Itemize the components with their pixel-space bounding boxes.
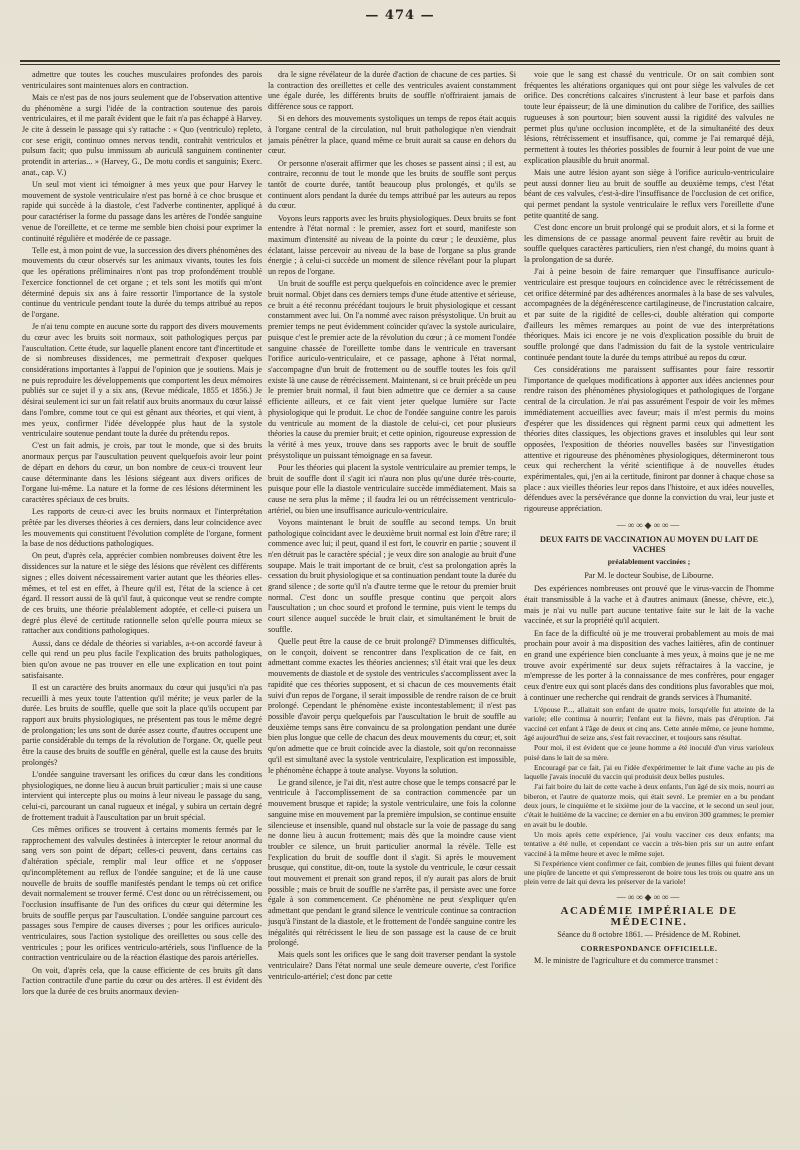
paragraph: Si en dehors des mouvements systoliques un temps de repos était acquis à l'organe central de la circulation, nul bruit pathologique n'en viendrait jamais pénétrer la place, quand même ce bruit aurait sa cause en dehors du cœur. <box>268 114 516 156</box>
paragraph: C'est un fait admis, je crois, par tout le monde, que si des bruits anormaux perçus par l'auscultation peuvent quelquefois avoir leur point de départ en dehors du cœur, un bon nombre de ceux-ci trouvent leur cause déterminante dans les lésions siégeant aux divers orifices de l'organe lui-même. La nature et la forme de ces lésions déterminent les caractères spéciaux de ces bruits. <box>22 441 262 504</box>
academie-title: ACADÉMIE IMPÉRIALE DE MÉDECINE. <box>560 905 738 929</box>
paragraph: On voit, d'après cela, que la cause efficiente de ces bruits gît dans l'action contractile d'une partie du cœur ou des artères. Il est évident dès lors que la durée de ces bruits anormaux devien- <box>22 965 262 997</box>
paragraph: Un seul mot vient ici témoigner à mes yeux que pour Harvey le mouvement de systole ventriculaire n'est pas borné à ce choc brusque et rapide qui succède à la diastole, c'est l'adverbe continenter, appliqué à pour caractériser la forme du passage dans les artères de l'ondée sanguine venue de l'oreillette, et ce terme me semble bien choisi pour exprimer la continuité régulière et modérée de ce passage. <box>22 180 262 243</box>
page-header <box>20 8 780 58</box>
section-byline: Par M. le docteur Soubise, de Libourne. <box>584 570 714 580</box>
section-subtitle: préalablement vaccinées ; <box>607 556 691 566</box>
paragraph: On peut, d'après cela, apprécier combien nombreuses doivent être les dissidences sur la nature et le siège des lésions que révèlent ces différents signes ; elles doivent nécessairement varier autant que les théories elles-mêmes, et tel est en effet, à l'heure qu'il est, l'état de la science à cet égard. Il ressort aussi de là qu'il faut, à quiconque veut se rendre compte de ces bruits, une théorie préalablement adoptée, et celle-ci puisera un degré plus élevé de certitude rationnelle selon qu'elle pourra mieux se rattacher aux conditions pathologiques. <box>22 551 262 636</box>
paragraph: Des expériences nombreuses ont prouvé que le virus-vaccin de l'homme était transmissible à la vache et à d'autres animaux (ânesse, chèvre, etc.), mais je n'ai vu nulle part aucune tentative faite sur le lait de la vache vaccinée, et sur la propriété qu'il acquiert. <box>524 584 774 626</box>
paragraph: Un bruit de souffle est perçu quelquefois en coïncidence avec le premier bruit normal. Objet dans ces derniers temps d'une étude attentive et sérieuse, ce bruit a été reconnu précédant toujours le bruit physiologique et cessant constamment avec lui. On l'a nommé avec raison présystolique. Un bruit au premier temps ne peut évidemment coïncider qu'avec la systole auriculaire, puisque c'est le premier acte de la révolution du cœur ; à ce moment l'ondée sanguine chassée de l'oreillette tombe dans le ventricule en traversant l'orifice auriculo-ventriculaire, et ce passage, aphone à l'état normal, s'accompagne d'un bruit de frottement ou de souffle toutes les fois qu'il existe là une cause de rétrécissement. Maintenant, si ce bruit précède un peu le premier bruit normal, il faut bien admettre que ce dernier a sa cause efficiente ailleurs, et ce fait vient jeter quelque lumière sur l'acte physiologique qui le produit. Le choc de l'ondée sanguine contre les parois du ventricule au moment de la diastole de celui-ci, cet pour plusieurs théories la cause du premier bruit; et cette opinion, rigoureuse expression de la vérité à mes yeux, trouve dans ses rapports avec le bruit de souffle présystolique un puissant témoignage en sa faveur. <box>268 279 516 460</box>
small-paragraph: J'ai fait boire du lait de cette vache à deux enfants, l'un âgé de six mois, nourri au biberon, et l'autre de quatorze mois, qui était sevré. Le premier en a bu pendant deux jours, le cinquième et le sixième jour de la vaccine, et le second un seul jour, c'était le huitième de la vaccine; ce dernier en a bu environ 300 grammes; le premier en avait bu le double. <box>524 782 774 829</box>
section-title: DEUX FAITS DE VACCINATION AU MOYEN DU LAIT DE VACHES <box>539 534 759 555</box>
paragraph: Voyons leurs rapports avec les bruits physiologiques. Deux bruits se font entendre à l'état normal : le premier, assez fort et sourd, manifeste son maximum d'intensité au niveau de la pointe du cœur ; le deuxième, plus éclatant, laisse percevoir au niveau de la base de l'organe sa plus grande énergie ; à celui-ci succède un moment de silence révélant pour la plupart un repos de l'organe. <box>268 213 516 277</box>
page-number: — 474 — <box>365 8 435 23</box>
paragraph: Il est un caractère des bruits anormaux du cœur qui jusqu'ici n'a pas recueilli à mes yeux toute l'attention qu'il mérite; je veux parler de la durée. Les bruits de souffle, quelle que soit la place qu'ils occupent par rapport aux bruits physiologiques, ne présentent pas tous le même degré de prolongation; les uns sont de durée assez courte, d'autres occupent une partie considérable du temps de la révolution de l'organe. Or, quelle peut être la cause des bruits de souffle en général, quelle est la cause des bruits prolongés? <box>22 682 262 767</box>
paragraph: Le grand silence, je l'ai dit, n'est autre chose que le temps consacré par le ventricule à l'accomplissement de sa contraction commencée par un mouvement brusque et rapide; la systole ventriculaire, une fois la colonne sanguine mise en mouvement par la première impulsion, se continue ensuite silencieuse et insensible, quand nul obstacle sur la voie de passage du sang ne donne lieu à aucun frottement; mais dès que la moindre cause vient troubler ce silence, un bruit particulier anormal la révèle. Telle est l'explication du bruit de souffle dont il s'agit. Si après le mouvement brusque, qui constitue, dit-on, toute la systole du ventricule, le cœur cessait tout mouvement et prenait son grand repos, il n'y aurait pas alors de bruit possible ; mais ce bruit de souffle ne s'arrête pas, il persiste avec une force égale à son commencement. Ce phénomène ne peut s'expliquer qu'en admettant que pendant le grand silence le ventricule continue sa contraction jusqu'à l'instant de la diastole, et le frottement de l'ondée sanguine contre les inégalités qui rétrécissent le lieu de son passage est la cause de ce bruit prolongé. <box>268 777 516 948</box>
header-rule-thick <box>20 60 780 62</box>
paragraph: L'ondée sanguine traversant les orifices du cœur dans les conditions physiologiques, ne donne lieu à aucun bruit particulier ; mais si une cause intervient qui intercepte plus ou moins à leur niveau le passage du sang, celui-ci, parcourant un canal rugueux et inégal, y subira un certain degré de frottement traduit à l'auscultation par un bruit spécial. <box>22 770 262 822</box>
paragraph: dra le signe révélateur de la durée d'action de chacune de ces parties. Si la contraction des oreillettes et celle des ventricules avaient constamment une égale durée, les différents bruits de souffle n'offriraient jamais de différence sous ce rapport. <box>268 70 516 112</box>
paragraph: admettre que toutes les couches musculaires profondes des parois ventriculaires sont maintenues alors en contraction. <box>22 70 262 90</box>
small-paragraph: Si l'expérience vient confirmer ce fait, combien de jeunes filles qui fuient devant une piqûre de lancette et qui s'empresseront de boire tous les trois ou quatre ans un plein verre de lait qui devra les préserver de la variole! <box>524 858 774 887</box>
paragraph: Je n'ai tenu compte en aucune sorte du rapport des divers mouvements du cœur avec les bruits soit normaux, soit pathologiques perçus par l'auscultation. Cette étude, sur laquelle planent encore tant d'incertitude et de si nombreuses dissidences, me permettrait d'exposer quelques considérations importantes à l'appui de l'opinion que je soutiens. Mais je ne puis reproduire les développements que comportent les deux mémoires publiés sur ce sujet il y a six ans, (Revue médicale, 1855 et 1856.) Je désirai seulement ici sur un fait relatif aux bruits anormaux du cœur laissé dans l'ombre, comme tout ce qui est gênant aux théories, et qui vient, à mes yeux, confirmer l'idée développée plus haut de la systole ventriculaire soutenue pendant toute la durée du prétendu repos. <box>22 322 262 439</box>
paragraph: En face de la difficulté où je me trouverai probablement au mois de mai prochain pour avoir à ma disposition des vaches laitières, afin de continuer en grand une expérience bien concluante à mes yeux, à moins que je ne me trouve avoir expérimenté sur deux sujets réfractaires à la vaccine, je m'empresse de les porter à la connaissance de mes confrères, pour engager ceux d'entre eux qui sont placés dans des conditions plus favorables que moi, à continuer une recherche qui rendrait de grands services à l'humanité. <box>524 628 774 702</box>
paragraph: Voyons maintenant le bruit de souffle au second temps. Un bruit pathologique coïncidant avec le deuxième bruit normal est loin d'être rare; il commence avec lui; il peut, quand il est fort, le couvrir en partie ; souvent il n'en détruit pas le caractère spécial ; je veux dire son analogie au bruit d'une soupape. Mais le trait important de ce bruit, c'est sa prolongation après la cessation du bruit physiologique et sa continuation pendant toute la durée du grand silence ; de sorte qu'il n'a d'autre terme que le retour du premier bruit normal. C'est donc un souffle presque continu que perçoit alors l'auscultation ; un choc sourd et profond le termine, puis vient le temps du court silence auquel succède le bruit clair, et simultanément le bruit de souffle. <box>268 517 516 634</box>
section-ornament-2: —∞∞◆∞∞— <box>616 891 682 902</box>
paragraph: Pour les théories qui placent la systole ventriculaire au premier temps, le bruit de souffle dont il s'agit ici n'aura non plus qu'une durée très-courte, puisque pour elle la diastole ventriculaire succède immédiatement. Mais sa cause ne sera plus la même ; il faudra lei ou un rétrécissement ventriculo-artériel, ou bien une insuffisance auriculo-ventriculaire. <box>268 462 516 515</box>
column-right <box>524 70 774 1140</box>
seance-line: Séance du 8 octobre 1861. — Présidence de M. Robinet. <box>557 929 741 939</box>
paragraph: Aussi, dans ce dédale de théories si variables, a-t-on accordé faveur à celle qui rend un peu plus facile l'explication des bruits pathologiques, bien qu'on avoue ne pas trouver en elle une explication en tout point satisfaisante. <box>22 638 262 680</box>
header-rule-thin <box>20 64 780 65</box>
small-print-block <box>524 705 774 887</box>
paragraph: voie que le sang est chassé du ventricule. Or on sait combien sont fréquentes les altérations organiques qui ont pour siège les valvules de cet orifice. Des concrétions calcaires s'incrustent à leur base et parfois dans toute leur épaisseur; de là une diminution du calibre de l'orifice, des saillies rugueuses à son pourtour; bien souvent aussi la rigidité des valvules ne permet plus qu'une occlusion incomplète, et de la simultanéité des deux lésions, rétrécissement et insuffisance, qui, comme je l'ai remarqué déjà, permettent à toutes les théories possibles de fournir à leur point de vue une explication plausible du bruit anormal. <box>524 70 774 165</box>
paragraph: M. le ministre de l'agriculture et du commerce transmet : <box>534 956 718 966</box>
small-paragraph: Encouragé par ce fait, j'ai eu l'idée d'expérimenter le lait d'une vache au pis de laquelle j'avais inoculé du vaccin qui produisit deux belles pustules. <box>524 762 774 782</box>
small-paragraph: Pour moi, il est évident que ce jeune homme a été inoculé d'un virus varioleux puisé dans le lait de sa mère. <box>524 743 774 762</box>
correspondance-title: CORRESPONDANCE OFFICIELLE. <box>580 943 718 953</box>
paragraph: Les rapports de ceux-ci avec les bruits normaux et l'interprétation prêtée par les diverses théories à ces derniers, dans leur coïncidence avec les mouvements qui constituent l'évolution complète de l'organe, forment la base de nos déductions pathologiques. <box>22 507 262 549</box>
section-ornament: —∞∞◆∞∞— <box>616 519 682 530</box>
small-paragraph: Un mois après cette expérience, j'ai voulu vacciner ces deux enfants; ma tentative a été nulle, et cependant ce vaccin a très-bien pris sur un autre enfant vacciné à la même heure et avec le même sujet. <box>524 829 774 858</box>
paragraph: Or personne n'oserait affirmer que les choses se passent ainsi ; il est, au contraire, reconnu de tout le monde que les bruits de souffle sont perçus tantôt de courte durée, tantôt beaucoup plus prolongés, et qu'ils se continuent alors pendant la durée du temps attribué par les auteurs au repos du cœur. <box>268 158 516 211</box>
column-middle <box>268 70 516 1140</box>
paragraph: Mais ce n'est pas de nos jours seulement que de l'observation attentive du phénomène a surgi l'idée de la contraction soutenue des parois ventriculaires, et il me paraît évident que le fait n'a pas échappé à Harvey. Je cite à dessein le passage qui s'y rattache : « Quo (ventriculo) repleto, cor sese erigit, continuo omnes nervos tendit, contrahit ventriculos et pulsum facit; quo pulsu immissum ab auriculâ sanguinem continenter protendit in arterias... » (Harvey, G., De motu cordis et sanguinis; Exerc. anat., cap. V.) <box>22 92 262 177</box>
paragraph: Telle est, à mon point de vue, la succession des divers phénomènes des mouvements du cœur observés sur les animaux vivants, toutes les fois que les opérations préliminaires n'ont pas trop profondément troublé l'exercice fonctionnel de cet organe ; et tels sont les motifs qui m'ont déterminé depuis six ans à faire ressortir l'importance de la systole continue du ventricule pendant toute la durée du temps attribué au repos de l'organe. <box>22 245 262 319</box>
column-left <box>22 70 262 1140</box>
paragraph: J'ai à peine besoin de faire remarquer que l'insuffisance auriculo-ventriculaire est presque toujours en coïncidence avec le rétrécissement de cet orifice déterminé par des adhérences anormales à la base de ses valvules, accompagnées de la dégénérescence cartilagineuse, de l'incrustation calcaire, et par suite de la rigidité de celles-ci, double altération qui comporte d'ailleurs les mêmes remarques au point de vue des interprétations théoriques. Mais ici encore je ne vois d'explication possible du bruit de souffle prolongé que dans l'admission du fait de la systole ventriculaire continuée pendant toute la durée du temps attribué au repos du cœur. <box>524 267 774 362</box>
small-paragraph: L'épouse P..., allaitait son enfant de quatre mois, lorsqu'elle fut atteinte de la variole; elle continua à nourrir; l'enfant eut la fièvre, mais pas d'éruption. J'ai vacciné cet enfant à l'âge de deux et cinq ans. Cette année même, ce jeune homme, âgé aujourd'hui de seize ans, s'est fait revacciner, et toujours sans résultat. <box>524 705 774 742</box>
paragraph: Mais quels sont les orifices que le sang doit traverser pendant la systole ventriculaire? Dans l'état normal une seule demeure ouverte, c'est l'orifice ventriculo-artériel; c'est donc par cette <box>268 950 516 981</box>
paragraph: C'est donc encore un bruit prolongé qui se produit alors, et si la forme et les dimensions de ce passage anormal peuvent faire revêtir au bruit de souffle quelques caractères particuliers, rien n'est changé, du moins quant à la prolongation de sa durée. <box>524 222 774 264</box>
paragraph: Ces mêmes orifices se trouvent à certains moments fermés par le rapprochement des valvules destinées à intercepter le retour anormal du sang vers son point de départ; celles-ci peuvent, dans certains cas d'altération spéciale, remplir mal leur office et ne s'opposer qu'incomplètement au reflux de l'ondée sanguine; et de là une cause nouvelle de bruits de souffle manifestés pendant le temps où cet orifice devait normalement se trouver fermé. C'est donc ou un rétrécissement, ou l'occlusion insuffisante de l'un des orifices du cœur qui détermine les bruits de souffle perçus par l'auscultation. L'ondée sanguine parcourt ces passages sous l'empire de causes diverses ; pour les orifices auriculo-ventriculaires, sous l'action systolique des oreillettes ou sous celle des ventricules ; pour les orifices ventriculo-artériels, sous l'influence de la contraction ventriculaire ou de la réaction élastique des parois artérielles. <box>22 825 262 963</box>
paragraph: Quelle peut être la cause de ce bruit prolongé? D'immenses difficultés, on le conçoit, doivent se rencontrer dans l'explication de ce fait, en admettant comme exactes les théories anciennes; s'il était vrai que les deux mouvements de diastole et de systole des ventricules s'accomplissent avec la rapidité que ces théories supposent, et si chacun de ces mouvements était suivi d'un repos de l'organe, il serait impossible de rendre raison de ce bruit prolongé. Cependant le phénomène existe incontestablement; il n'est pas possible d'avoir perçu quelquefois par l'auscultation le bruit de souffle au deuxième temps sans être convaincu de sa prolongation pendant une durée bien plus longue que celle de chacun des deux mouvements du cœur; et, soit qu'on admette que ce bruit coïncide avec la diastole, soit qu'on reconnaisse qu'il est simultané avec la systole ventriculaire, l'explication est impossible, le phénomène échappe à toute analyse. Voyons la solution. <box>268 637 516 775</box>
paragraph: Ces considérations me paraissent suffisantes pour faire ressortir l'importance de quelques modifications à apporter aux idées anciennes pour rendre raison des phénomènes physiologiques et pathologiques de l'organe central de la circulation. Je n'ai pas assurément l'espoir de voir les mêmes immédiatement accueillies avec faveur; mais il m'est permis du moins d'espérer que les dissidences qui règnent parmi ceux qui admettent les théories dites classiques, les objections graves et insolubles qui leur sont opposées, l'exposition de théories nouvelles basées sur l'investigation attentive et rigoureuse des phénomènes physiologiques, détermineront tous ceux qui recherchent la vérité scientifique à de nouvelles études expérimentales, qui, j'en ai la certitude, finiront par donner à chaque chose sa place : aux vieilles théories leur repos dans l'histoire, et aux idées nouvelles, défendues avec la persévérance que donne la conviction du vrai, leur juste et rigoureuse appréciation. <box>524 364 774 514</box>
paragraph: Mais une autre lésion ayant son siège à l'orifice auriculo-ventriculaire peut aussi donner lieu au bruit de souffle au deuxième temps, c'est l'état béant de ces valvules, c'est-à-dire l'insuffisance de l'occlusion de cet orifice, qui permet pendant la systole ventriculaire le reflux vers l'oreillette d'une petite quantité de sang. <box>524 167 774 220</box>
